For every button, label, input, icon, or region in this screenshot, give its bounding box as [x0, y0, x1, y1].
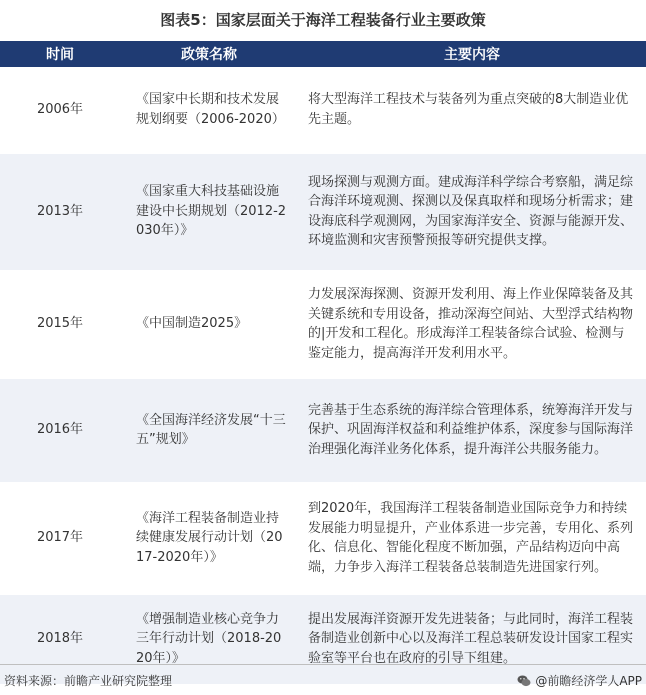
- policy-table: [0, 41, 646, 685]
- row-content: 将大型海洋工程技术与装备列为重点突破的8大制造业优先主题。: [298, 67, 646, 153]
- row-policy-name: 《增强制造业核心竞争力三年行动计划（2018-2020年）》: [120, 594, 298, 684]
- brand-credit: [517, 672, 642, 689]
- brand-label: @前瞻经济学人APP: [535, 674, 642, 688]
- row-year: 2013年: [0, 153, 120, 270]
- footer: [0, 664, 646, 695]
- row-content: 到2020年，我国海洋工程装备制造业国际竞争力和持续发展能力明显提升，产业体系进一步完善，专用化、系列化、信息化、智能化程度不断加强，产品结构迈向中高端，力争步入海洋工程装备总装制造先进国家行列。: [298, 482, 646, 594]
- table-row: [0, 482, 646, 594]
- table-row: [0, 153, 646, 270]
- row-policy-name: 《海洋工程装备制造业持续健康发展行动计划（2017-2020年）》: [120, 482, 298, 594]
- table-row: [0, 67, 646, 153]
- table-row: [0, 270, 646, 378]
- row-content: 现场探测与观测方面。建成海洋科学综合考察船，满足综合海洋环境观测、探测以及保真取样和现场分析需求；建设海底科学观测网，为国家海洋安全、资源与能源开发、环境监测和灾害预警预报等研究提供支撑。: [298, 153, 646, 270]
- row-policy-name: 《国家重大科技基础设施建设中长期规划（2012-2030年）》: [120, 153, 298, 270]
- table-row: [0, 378, 646, 482]
- row-year: 2016年: [0, 378, 120, 482]
- row-policy-name: 《中国制造2025》: [120, 270, 298, 378]
- chart-title: 图表5：国家层面关于海洋工程装备行业主要政策: [160, 10, 486, 29]
- row-year: 2006年: [0, 67, 120, 153]
- header-policy-name: 政策名称: [120, 41, 298, 67]
- row-content: 完善基于生态系统的海洋综合管理体系，统筹海洋开发与保护、巩固海洋权益和利益维护体系，深度参与国际海洋治理强化海洋业务化体系，提升海洋公共服务能力。: [298, 378, 646, 482]
- header-time: 时间: [0, 41, 120, 67]
- row-year: 2017年: [0, 482, 120, 594]
- row-content: 力发展深海探测、资源开发利用、海上作业保障装备及其关键系统和专用设备，推动深海空间站、大型浮式结构物的|开发和工程化。形成海洋工程装备综合试验、检测与鉴定能力，提高海洋开发利用水平。: [298, 270, 646, 378]
- row-year: 2015年: [0, 270, 120, 378]
- source-note: 资料来源：前瞻产业研究院整理: [4, 674, 173, 688]
- header-main-content: 主要内容: [298, 41, 646, 67]
- row-content: 提出发展海洋资源开发先进装备；与此同时，海洋工程装备制造业创新中心以及海洋工程总装研发设计国家工程实验室等平台也在政府的引导下组建。: [298, 594, 646, 684]
- wechat-icon: [517, 674, 531, 688]
- table-header-row: [0, 41, 646, 67]
- row-year: 2018年: [0, 594, 120, 684]
- row-policy-name: 《全国海洋经济发展“十三五”规划》: [120, 378, 298, 482]
- row-policy-name: 《国家中长期和技术发展规划纲要（2006-2020）: [120, 67, 298, 153]
